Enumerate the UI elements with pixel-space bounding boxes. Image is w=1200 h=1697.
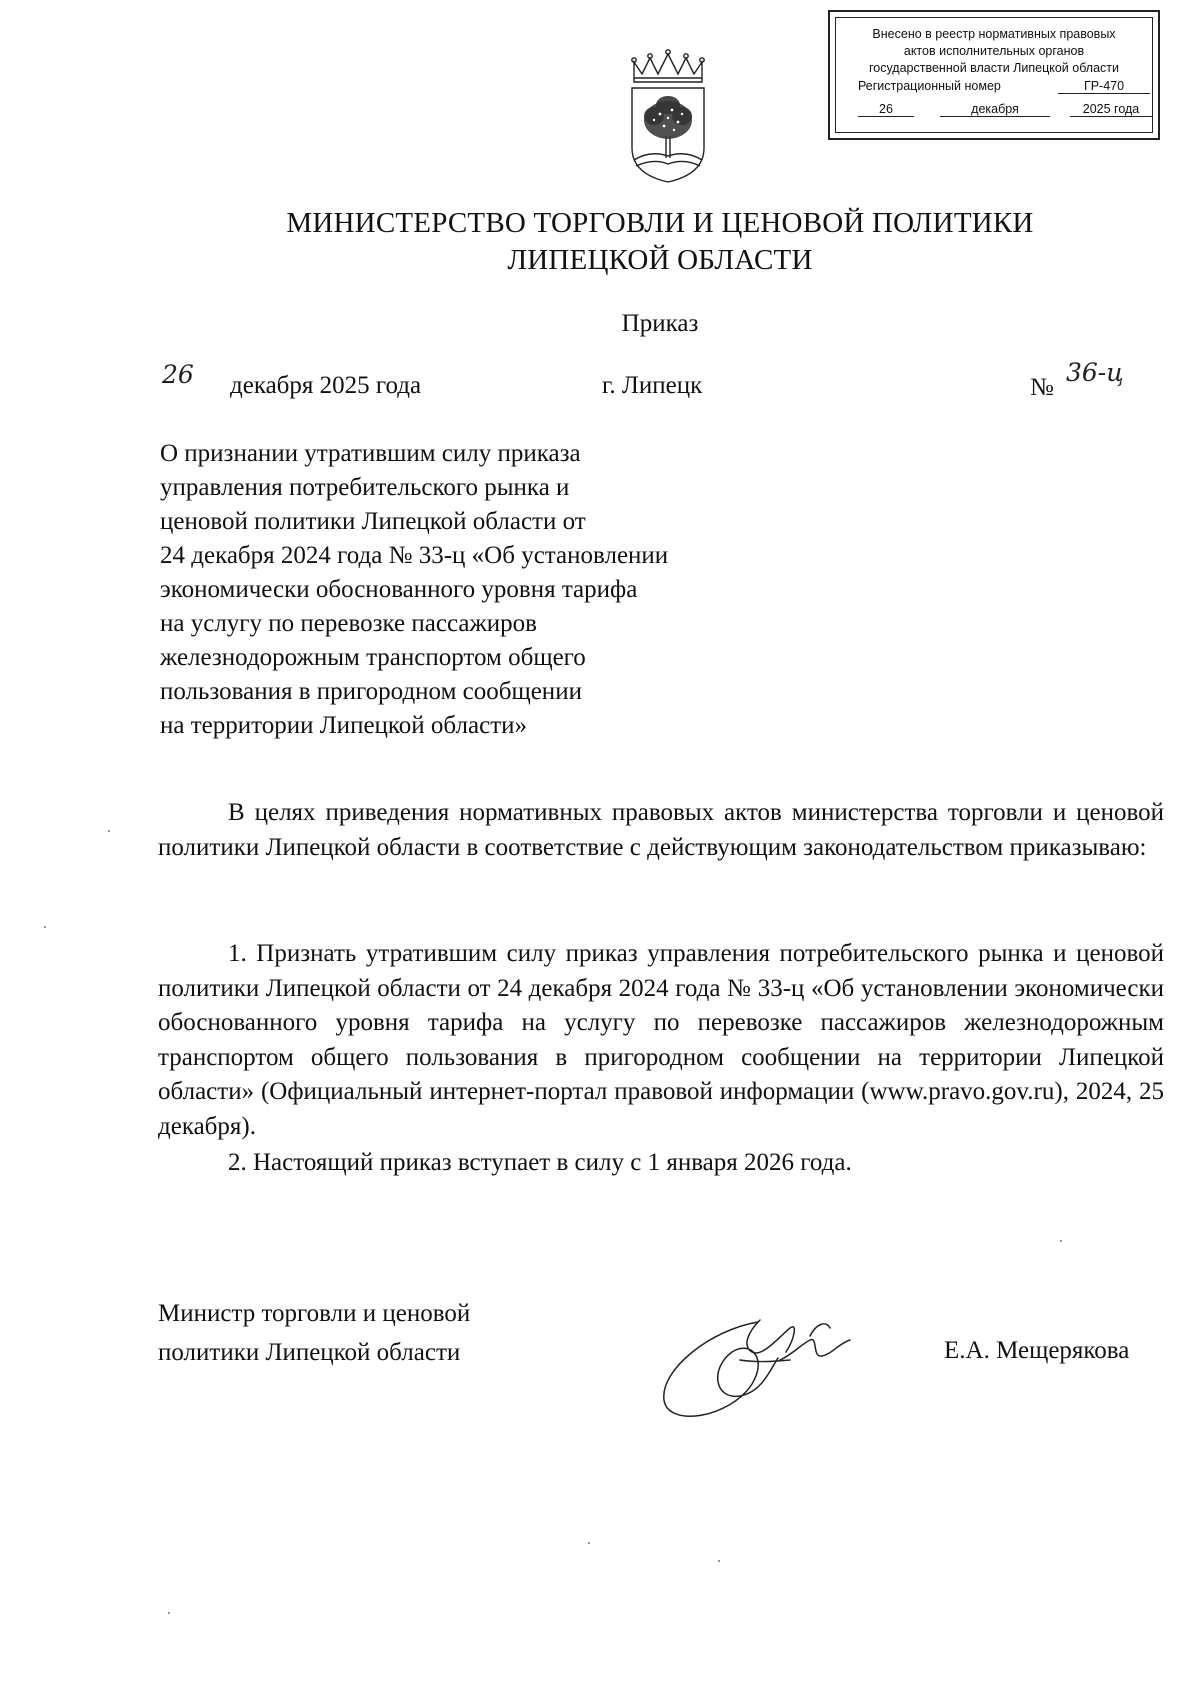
scan-speck	[44, 926, 46, 928]
stamp-reg-label: Регистрационный номер	[858, 79, 1001, 93]
subject-line: 24 декабря 2024 года № 33-ц «Об установлении	[160, 542, 669, 569]
subject-line: экономически обоснованного уровня тарифа	[160, 576, 638, 603]
handwritten-day: 26	[162, 360, 194, 389]
preamble-paragraph: В целях приведения нормативных правовых актов министерства торговли и ценовой политики Липецкой области в соответствие с действующим законодательством приказываю:	[158, 799, 1164, 861]
document-type: Приказ	[621, 310, 699, 337]
stamp-year: 2025 года	[1070, 102, 1152, 117]
handwritten-signature	[640, 1300, 890, 1430]
subject-line: железнодорожным транспортом общего	[160, 644, 586, 671]
stamp-day: 26	[858, 102, 914, 117]
position-line-1: Министр торговли и ценовой	[158, 1300, 471, 1327]
stamp-line-3: государственной власти Липецкой области	[868, 61, 1120, 75]
handwritten-order-number: 36-ц	[1066, 358, 1124, 387]
position-line-2: политики Липецкой области	[158, 1339, 461, 1366]
stamp-reg-number: ГР-470	[1058, 79, 1150, 94]
stamp-line-2: актов исполнительных органов	[903, 44, 1085, 58]
subject-line: пользования в пригородном сообщении	[160, 678, 582, 705]
scan-speck	[168, 1612, 170, 1614]
scan-speck	[1060, 1240, 1062, 1242]
scan-speck	[108, 830, 110, 832]
subject-line: О признании утратившим силу приказа	[160, 440, 581, 467]
subject-line: управления потребительского рынка и	[160, 474, 570, 501]
ministry-name-line-1: МИНИСТЕРСТВО ТОРГОВЛИ И ЦЕНОВОЙ ПОЛИТИКИ	[286, 207, 1034, 239]
scan-speck	[718, 1560, 720, 1562]
number-sign: №	[1030, 374, 1054, 401]
coat-of-arms-emblem	[620, 48, 716, 184]
stamp-line-1: Внесено в реестр нормативных правовых	[872, 27, 1116, 41]
subject-line: ценовой политики Липецкой области от	[160, 508, 586, 535]
registry-stamp	[828, 10, 1160, 140]
order-date: декабря 2025 года	[230, 372, 422, 399]
stamp-month: декабря	[940, 102, 1050, 117]
signatory-name: Е.А. Мещерякова	[944, 1337, 1130, 1364]
city: г. Липецк	[602, 372, 703, 399]
order-item-1: 1. Признать утратившим силу приказ управления потребительского рынка и ценовой политики Липецкой области от 24 декабря 2024 года № 33-ц «Об установлении экономически обоснованного уровня тарифа на услугу по перевозке пассажиров железнодорожным транспортом общего пользования в пригородном сообщении на территории Липецкой области» (Официальный интернет-портал правовой информации (www.pravo.gov.ru), 2024, 25 декабря).	[158, 940, 1164, 1140]
signatory-position	[158, 1294, 470, 1372]
scan-speck	[588, 1542, 590, 1544]
subject-line: на услугу по перевозке пассажиров	[160, 610, 537, 637]
subject-line: на территории Липецкой области»	[160, 712, 527, 739]
order-subject	[160, 437, 760, 743]
ministry-name-line-2: ЛИПЕЦКОЙ ОБЛАСТИ	[507, 244, 813, 276]
order-item-2: 2. Настоящий приказ вступает в силу с 1 января 2026 года.	[228, 1149, 852, 1176]
